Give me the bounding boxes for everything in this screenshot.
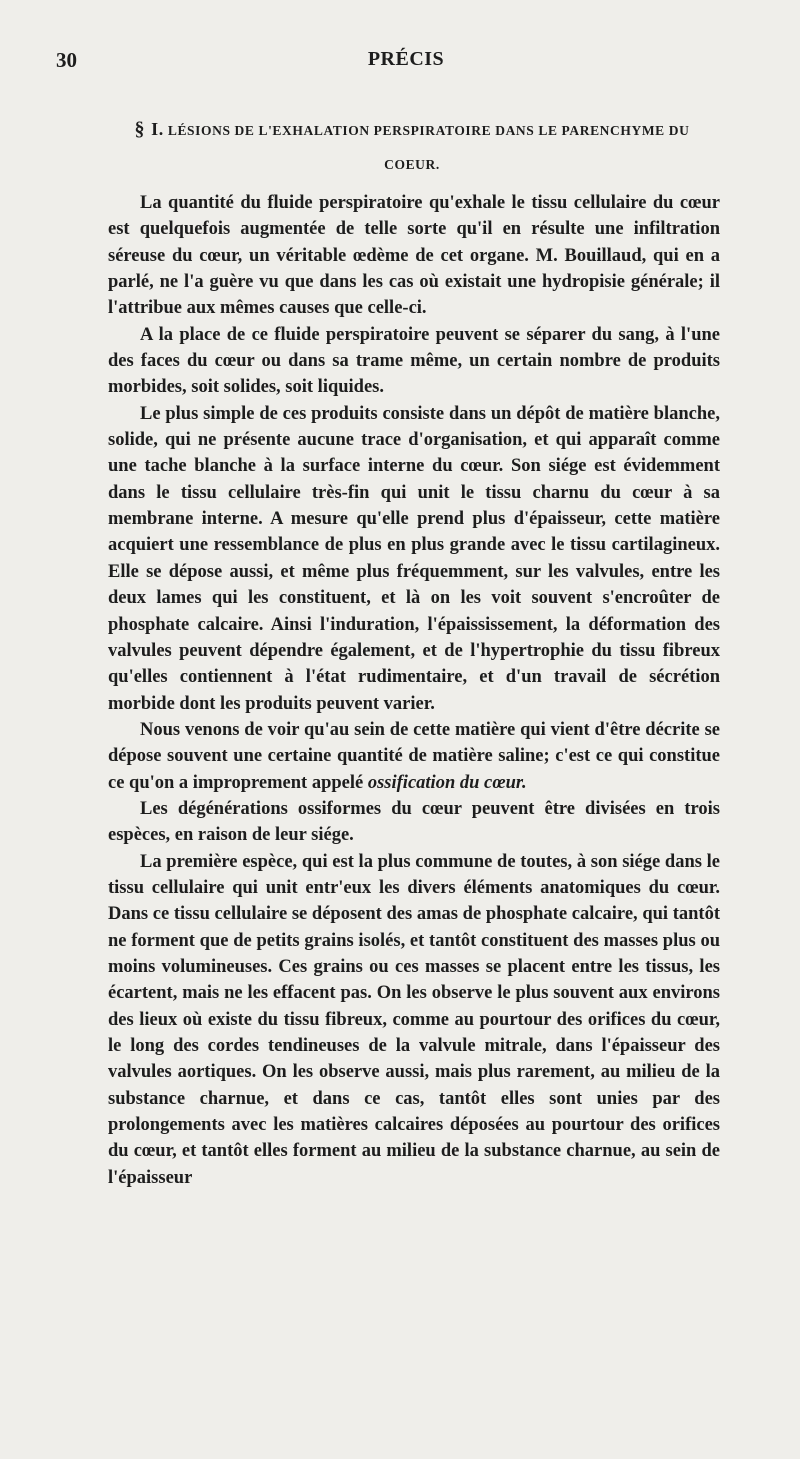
section-heading-line-1 [112,112,712,148]
page-number: 30 [56,48,77,72]
paragraph-infiltration: La quantité du fluide perspiratoire qu'exhale le tissu cellulaire du cœur est quelquefois augmentée de telle sorte qu'il en résulte une infiltration séreuse du cœur, un véritable œdème de cet organe. M. Bouillaud, qui en a parlé, ne l'a guère vu que dans les cas où existait une hydropisie générale; il l'attribue aux mêmes causes que celle-ci. [108,193,720,319]
running-title: PRÉCIS [367,48,445,70]
section-numeral: I. [151,119,164,139]
paragraph-trois-especes: Les dégénérations ossiformes du cœur peuvent être divisées en trois espèces, en raison de leur siége. [108,798,720,846]
paragraph-premiere-espece: La première espèce, qui est la plus commune de toutes, à son siége dans le tissu cellulaire qui unit entr'eux les divers éléments anatomiques du cœur. Dans ce tissu cellulaire se déposent des amas de phosphate calcaire, qui tantôt ne forment que de petits grains isolés, et tantôt constituent des masses plus ou moins volumineuses. Ces grains ou ces masses se placent entre les tissus, les écartent, mais ne les effacent pas. On les observe le plus souvent aux environs des lieux où existe du tissu fibreux, comme au pourtour des orifices du cœur, le long des cordes tendineuses de la valvule mitrale, dans l'épaisseur des valvules aortiques. On les observe aussi, mais plus rarement, au milieu de la substance charnue, et dans ce cas, tantôt elles sont unies par des prolongements avec les matières calcaires déposées au pourtour des orifices du cœur, et tantôt elles forment au milieu de la substance charnue, au sein de l'épaisseur [108,851,720,1188]
section-heading [112,112,712,182]
running-head [56,48,756,78]
body-text [108,190,720,1191]
paragraph-ossification [108,717,720,796]
paragraph-produits-morbides: A la place de ce fluide perspiratoire peuvent se séparer du sang, à l'une des faces du cœur ou dans sa trame même, un certain nombre de produits morbides, soit solides, soit liquides. [108,324,720,398]
section-symbol: § [134,118,146,140]
section-title-line-2: COEUR. [384,157,440,172]
paragraph-ossification-text: Nous venons de voir qu'au sein de cette matière qui vient d'être décrite se dépose souvent une certaine quantité de matière saline; c'est ce qui constitue ce qu'on a improprement appelé [108,719,720,793]
section-title-line-1: LÉSIONS DE L'EXHALATION PERSPIRATOIRE DANS LE PARENCHYME DU [167,123,690,138]
paragraph-matiere-blanche: Le plus simple de ces produits consiste dans un dépôt de matière blanche, solide, qui ne présente aucune trace d'organisation, et qui apparaît comme une tache blanche à la surface interne du cœur. Son siége est évidemment dans le tissu cellulaire très-fin qui unit le tissu charnu du cœur à sa membrane interne. A mesure qu'elle prend plus d'épaisseur, cette matière acquiert une ressemblance de plus en plus grande avec le tissu cartilagineux. Elle se dépose aussi, et même plus fréquemment, sur les valvules, entre les deux lames qui les constituent, et là on les voit souvent s'encroûter de phosphate calcaire. Ainsi l'induration, l'épaississement, la déformation des valvules peuvent dépendre également, et de l'hypertrophie du tissu fibreux qu'elles contiennent à l'état rudimentaire, et d'un travail de sécrétion morbide dont les produits peuvent varier. [108,403,720,714]
ossification-term: ossification du cœur. [367,772,527,793]
